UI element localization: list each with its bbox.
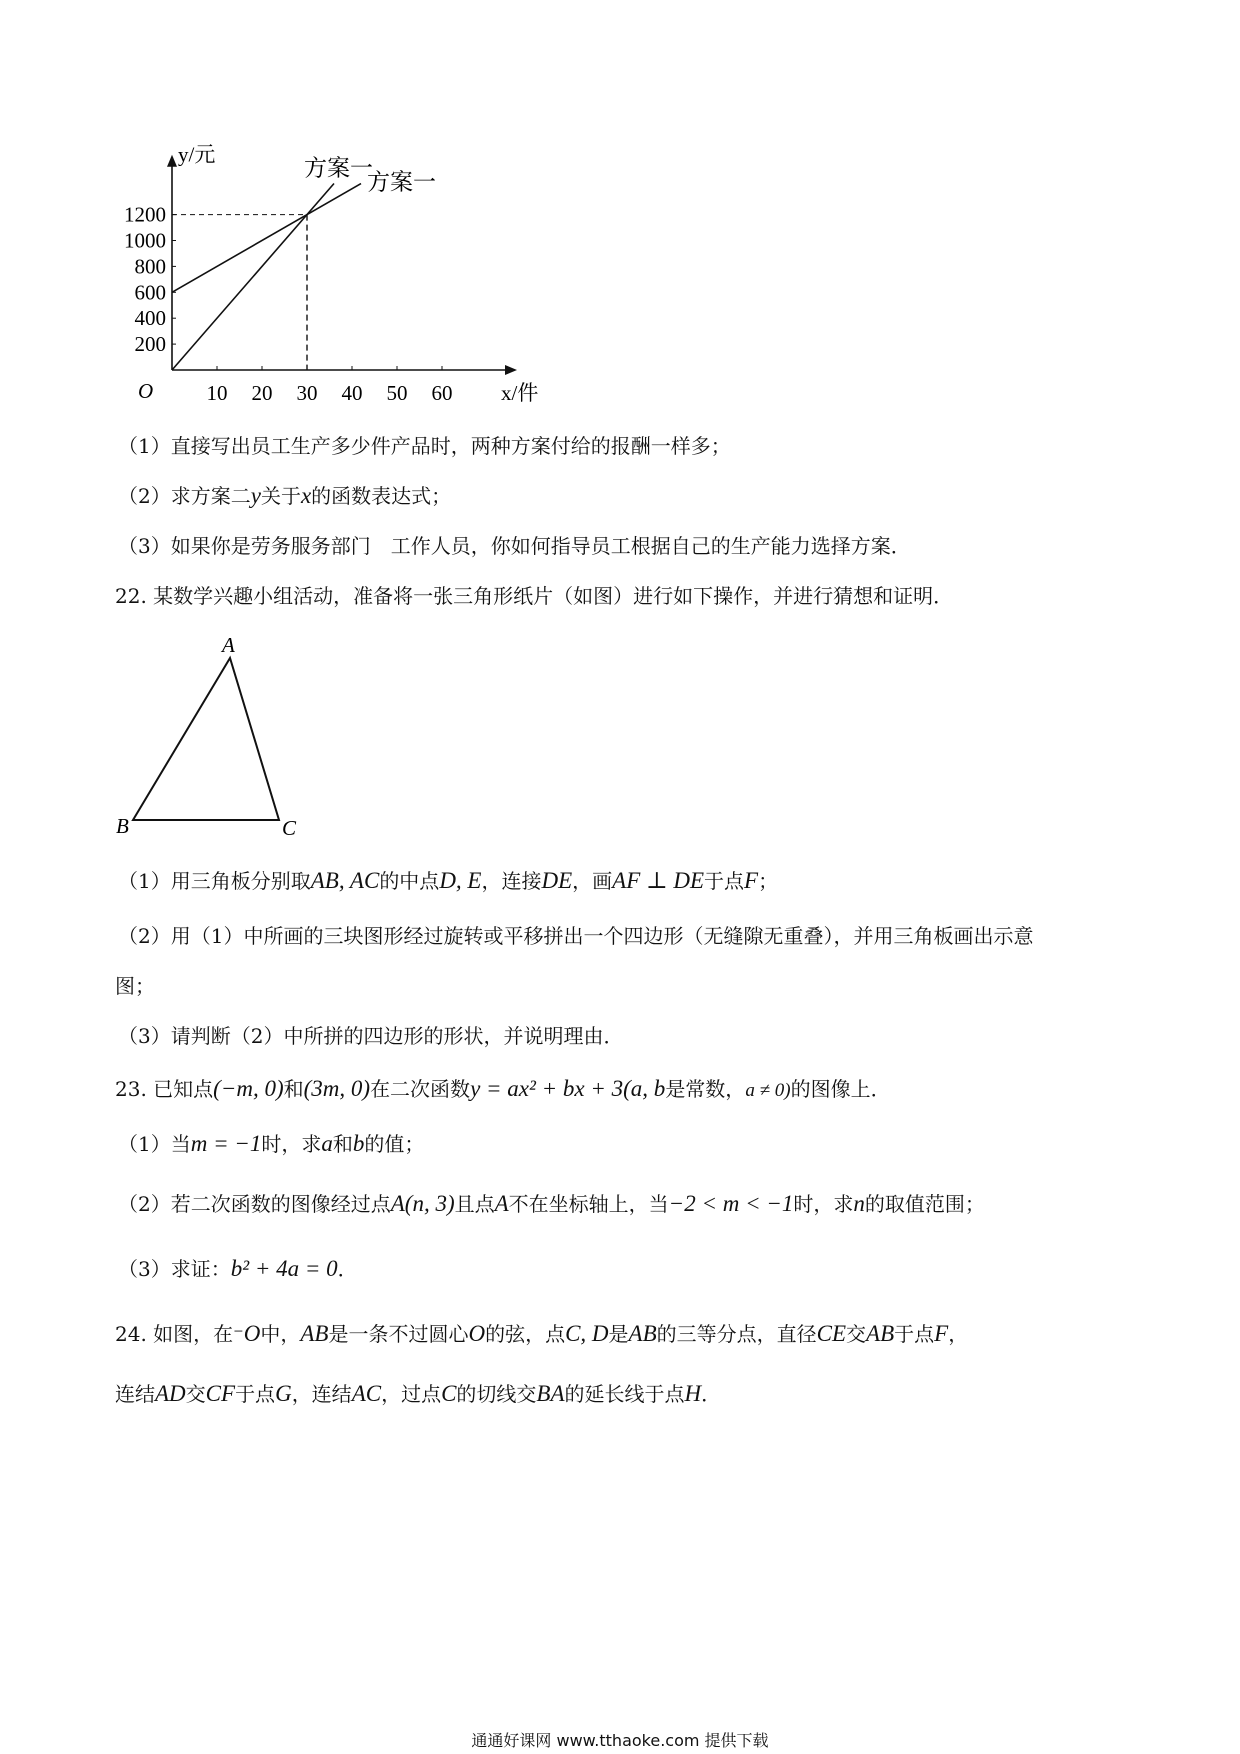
series-line-2 [172, 184, 361, 293]
q24-line1: 24. 如图，在⁻O中，AB是一条不过圆心O的弦，点C, D是AB的三等分点，直径CE交AB于点F， [115, 1321, 969, 1346]
q23-part2: （2）若二次函数的图像经过点A(n, 3)且点A不在坐标轴上，当−2 < m < −1时，求n的取值范围； [118, 1191, 985, 1216]
q23-part1: （1）当m = −1时，求a和b的值； [118, 1131, 425, 1156]
y-axis-arrow [167, 155, 177, 167]
y-tick-label: 600 [134, 280, 166, 305]
q21-part1: （1）直接写出员工生产多少件产品时，两种方案付给的报酬一样多； [118, 434, 731, 458]
vertex-b-label: B [116, 814, 129, 838]
q22-part2: （2）用（1）中所画的三块图形经过旋转或平移拼出一个四边形（无缝隙无重叠），并用三角板画出示意 [118, 924, 1034, 948]
q23-stem: 23. 已知点(−m, 0)和(3m, 0)在二次函数y = ax² + bx + 3(a, b是常数，a ≠ 0)的图像上． [115, 1076, 891, 1101]
q23-part3: （3）求证：b² + 4a = 0． [118, 1256, 358, 1281]
page-footer: 通通好课网 www.tthaoke.com 提供下载 [471, 1731, 769, 1750]
y-tick-label: 400 [134, 306, 166, 331]
series-label-1: 方案一 [304, 155, 373, 181]
x-tick-label: 50 [386, 381, 408, 405]
plan-chart [100, 100, 539, 410]
triangle-abc-figure [100, 628, 320, 838]
y-tick-label: 1200 [124, 202, 166, 227]
vertex-c-label: C [282, 816, 297, 840]
x-axis-arrow [505, 365, 517, 375]
x-tick-label: 40 [341, 381, 363, 405]
q22-part3: （3）请判断（2）中所拼的四边形的形状，并说明理由． [118, 1024, 624, 1048]
x-tick-label: 30 [296, 381, 318, 405]
x-axis-label: x/件 [501, 381, 539, 405]
q21-part2: （2）求方案二y关于x的函数表达式； [118, 483, 452, 508]
y-tick-label: 1000 [124, 228, 166, 253]
q22-part1: （1）用三角板分别取AB, AC的中点D, E，连接DE，画AF ⊥ DE于点F； [118, 868, 779, 893]
triangle-abc [133, 658, 279, 820]
q22-stem: 22. 某数学兴趣小组活动，准备将一张三角形纸片（如图）进行如下操作，并进行猜想和证明． [115, 584, 954, 608]
y-tick-label: 800 [134, 254, 166, 279]
origin-label: O [138, 379, 154, 403]
y-tick-label: 200 [134, 332, 166, 357]
q21-part3: （3）如果你是劳务服务部门 工作人员，你如何指导员工根据自己的生产能力选择方案． [118, 534, 911, 558]
y-axis-label: y/元 [178, 142, 216, 167]
series-label-2: 方案一 [367, 169, 436, 195]
vertex-a-label: A [222, 633, 235, 657]
series-line-1 [172, 184, 334, 370]
q22-part2-continued: 图； [115, 974, 155, 998]
x-tick-label: 60 [431, 381, 453, 405]
x-tick-label: 20 [251, 381, 273, 405]
q24-line2: 连结AD交CF于点G，连结AC，过点C的切线交BA的延长线于点H． [115, 1381, 722, 1406]
x-tick-label: 10 [206, 381, 228, 405]
